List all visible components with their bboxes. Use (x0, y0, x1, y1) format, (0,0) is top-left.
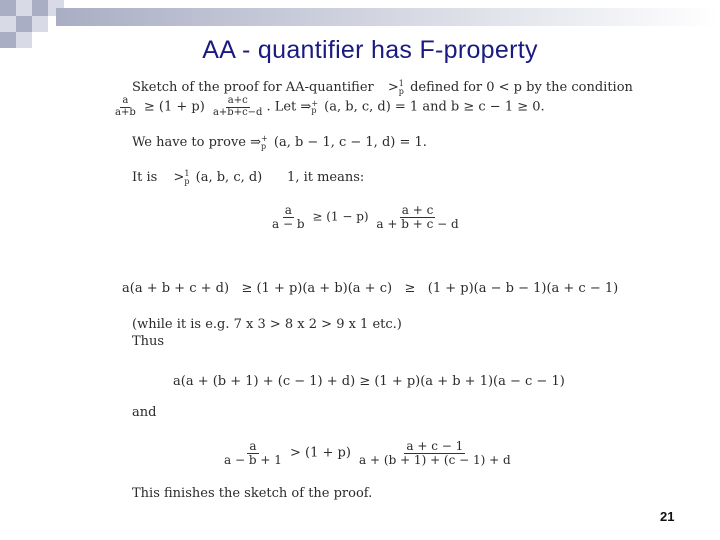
deco-square (32, 16, 48, 32)
ratio-ac: $\frac{a+c}{a+b+c-d}$ (212, 95, 263, 118)
long-inequality: a(a + b + c + d) ≥ (1 + p)(a + b)(a + c) ≥ (1 + p)(a − b − 1)(a + c − 1) (122, 281, 619, 296)
ratio-a-over-ab: $\frac{a}{a+b}$ (115, 95, 136, 118)
deco-square (16, 16, 32, 32)
intro-let: . Let ⇒ (266, 99, 312, 115)
fraction-inequality: $\frac{a}{a - b}$ ≥ (1 − p) $\frac{a + c}{a + b + c - d}$ (272, 203, 459, 231)
intro-mid: defined for 0 < p by the condition (410, 80, 633, 95)
deco-square (0, 0, 16, 16)
final-fraction-inequality: $\frac{a}{a - b + 1}$ > (1 + p) $\frac{a + c - 1}{a + (b + 1) + (c - 1) + d}$ (224, 439, 511, 467)
intro-geq: ≥ (1 + p) (143, 99, 205, 115)
intro-line-1: Sketch of the proof for AA-quantifier > 1 p defined for 0 < p by the condition (132, 79, 633, 96)
intro-tuple: (a, b, c, d) = 1 and b ≥ c − 1 ≥ 0. (324, 99, 545, 115)
intro-lead: Sketch of the proof for AA-quantifier (132, 80, 374, 95)
deco-gradient-bar (56, 8, 720, 26)
finish-line: This finishes the sketch of the proof. (132, 486, 373, 501)
prove-line: We have to prove ⇒ + p (a, b − 1, c − 1, d) = 1. (132, 134, 427, 151)
inequality-2: a(a + (b + 1) + (c − 1) + d) ≥ (1 + p)(a + b + 1)(a − c − 1) (173, 374, 565, 389)
itis-line: It is > 1 p (a, b, c, d) 1, it means: (132, 169, 365, 186)
page-number: 21 (660, 509, 675, 524)
intro-line-2: $\frac{a}{a+b}$ ≥ (1 + p) $\frac{a+c}{a+b+c-d}$ . Let ⇒ + p (a, b, c, d) = 1 and b ≥ c − 1 ≥ 0. (115, 95, 545, 118)
quant-sup: 1 (398, 79, 404, 89)
deco-square (32, 0, 48, 16)
and-label: and (132, 405, 157, 420)
quant-sub: p (398, 86, 404, 96)
slide-title: AA - quantifier has F-property (202, 36, 538, 64)
thus-label: Thus (132, 334, 165, 349)
deco-square (0, 16, 16, 32)
deco-square (16, 0, 32, 16)
while-note: (while it is e.g. 7 x 3 > 8 x 2 > 9 x 1 etc.) (132, 317, 402, 332)
